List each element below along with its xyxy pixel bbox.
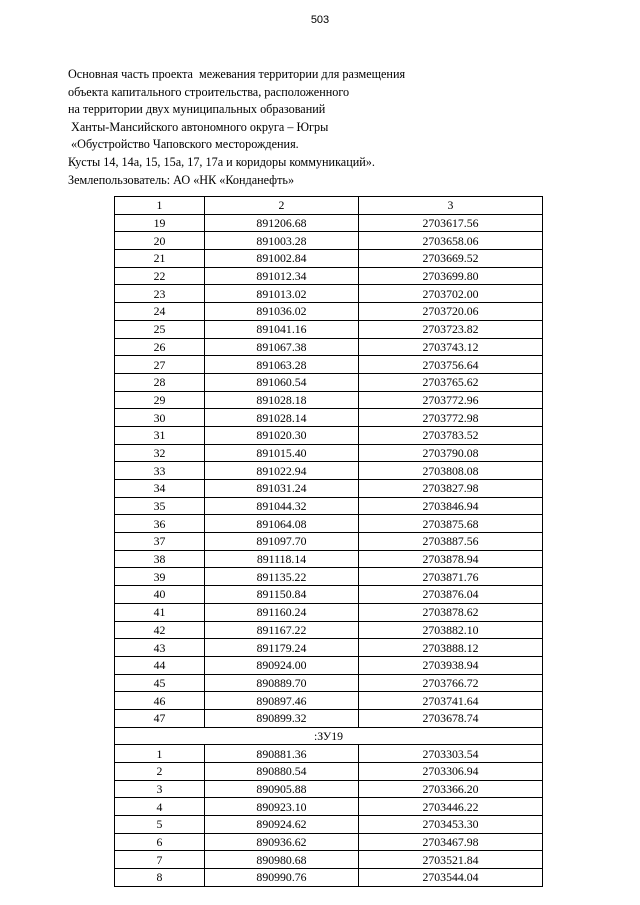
column-header: 3 — [359, 197, 543, 215]
x-coordinate-cell: 891041.16 — [205, 320, 359, 338]
y-coordinate-cell: 2703808.08 — [359, 462, 543, 480]
x-coordinate-cell: 891028.18 — [205, 391, 359, 409]
table-row — [115, 409, 543, 427]
section-title: :ЗУ19 — [115, 727, 543, 745]
y-coordinate-cell: 2703741.64 — [359, 692, 543, 710]
document-header — [68, 66, 568, 189]
y-coordinate-cell: 2703678.74 — [359, 709, 543, 727]
y-coordinate-cell: 2703617.56 — [359, 214, 543, 232]
x-coordinate-cell: 891064.08 — [205, 515, 359, 533]
point-number-cell: 27 — [115, 356, 205, 374]
table-row — [115, 391, 543, 409]
point-number-cell: 20 — [115, 232, 205, 250]
header-line: на территории двух муниципальных образований — [68, 102, 326, 117]
x-coordinate-cell: 890924.62 — [205, 816, 359, 834]
section-title-row — [115, 727, 543, 745]
point-number-cell: 2 — [115, 763, 205, 781]
table-row — [115, 267, 543, 285]
x-coordinate-cell: 890897.46 — [205, 692, 359, 710]
point-number-cell: 30 — [115, 409, 205, 427]
point-number-cell: 46 — [115, 692, 205, 710]
y-coordinate-cell: 2703467.98 — [359, 833, 543, 851]
x-coordinate-cell: 891067.38 — [205, 338, 359, 356]
table-row — [115, 745, 543, 763]
y-coordinate-cell: 2703783.52 — [359, 426, 543, 444]
x-coordinate-cell: 891020.30 — [205, 426, 359, 444]
page-number: 503 — [310, 14, 330, 26]
y-coordinate-cell: 2703521.84 — [359, 851, 543, 869]
x-coordinate-cell: 890880.54 — [205, 763, 359, 781]
y-coordinate-cell: 2703453.30 — [359, 816, 543, 834]
x-coordinate-cell: 891003.28 — [205, 232, 359, 250]
header-line: Ханты-Мансийского автономного округа – Югры — [68, 119, 329, 134]
x-coordinate-cell: 890924.00 — [205, 656, 359, 674]
table-row — [115, 550, 543, 568]
point-number-cell: 29 — [115, 391, 205, 409]
y-coordinate-cell: 2703366.20 — [359, 780, 543, 798]
point-number-cell: 4 — [115, 798, 205, 816]
x-coordinate-cell: 890905.88 — [205, 780, 359, 798]
table-row — [115, 869, 543, 887]
point-number-cell: 44 — [115, 656, 205, 674]
point-number-cell: 7 — [115, 851, 205, 869]
table-header-row — [115, 197, 543, 215]
point-number-cell: 6 — [115, 833, 205, 851]
column-header: 1 — [115, 197, 205, 215]
x-coordinate-cell: 891013.02 — [205, 285, 359, 303]
point-number-cell: 37 — [115, 533, 205, 551]
point-number-cell: 34 — [115, 480, 205, 498]
y-coordinate-cell: 2703699.80 — [359, 267, 543, 285]
table-row — [115, 462, 543, 480]
y-coordinate-cell: 2703658.06 — [359, 232, 543, 250]
point-number-cell: 36 — [115, 515, 205, 533]
x-coordinate-cell: 891063.28 — [205, 356, 359, 374]
table-row — [115, 674, 543, 692]
y-coordinate-cell: 2703306.94 — [359, 763, 543, 781]
x-coordinate-cell: 891036.02 — [205, 303, 359, 321]
coordinates-table-body — [115, 197, 543, 887]
point-number-cell: 21 — [115, 250, 205, 268]
x-coordinate-cell: 890923.10 — [205, 798, 359, 816]
point-number-cell: 5 — [115, 816, 205, 834]
y-coordinate-cell: 2703878.94 — [359, 550, 543, 568]
point-number-cell: 3 — [115, 780, 205, 798]
y-coordinate-cell: 2703446.22 — [359, 798, 543, 816]
point-number-cell: 22 — [115, 267, 205, 285]
y-coordinate-cell: 2703878.62 — [359, 603, 543, 621]
x-coordinate-cell: 891022.94 — [205, 462, 359, 480]
table-row — [115, 515, 543, 533]
table-row — [115, 303, 543, 321]
table-row — [115, 444, 543, 462]
point-number-cell: 32 — [115, 444, 205, 462]
y-coordinate-cell: 2703303.54 — [359, 745, 543, 763]
y-coordinate-cell: 2703876.04 — [359, 586, 543, 604]
table-row — [115, 533, 543, 551]
table-row — [115, 833, 543, 851]
point-number-cell: 19 — [115, 214, 205, 232]
table-row — [115, 480, 543, 498]
point-number-cell: 8 — [115, 869, 205, 887]
y-coordinate-cell: 2703888.12 — [359, 639, 543, 657]
point-number-cell: 45 — [115, 674, 205, 692]
x-coordinate-cell: 890889.70 — [205, 674, 359, 692]
point-number-cell: 1 — [115, 745, 205, 763]
x-coordinate-cell: 890980.68 — [205, 851, 359, 869]
y-coordinate-cell: 2703743.12 — [359, 338, 543, 356]
table-row — [115, 851, 543, 869]
x-coordinate-cell: 890899.32 — [205, 709, 359, 727]
header-line: Кусты 14, 14а, 15, 15а, 17, 17а и коридоры коммуникаций». — [68, 154, 375, 169]
table-row — [115, 763, 543, 781]
y-coordinate-cell: 2703723.82 — [359, 320, 543, 338]
point-number-cell: 35 — [115, 497, 205, 515]
y-coordinate-cell: 2703871.76 — [359, 568, 543, 586]
y-coordinate-cell: 2703790.08 — [359, 444, 543, 462]
x-coordinate-cell: 891028.14 — [205, 409, 359, 427]
x-coordinate-cell: 890990.76 — [205, 869, 359, 887]
y-coordinate-cell: 2703669.52 — [359, 250, 543, 268]
header-line: Землепользователь: АО «НК «Конданефть» — [68, 172, 295, 187]
point-number-cell: 41 — [115, 603, 205, 621]
y-coordinate-cell: 2703544.04 — [359, 869, 543, 887]
y-coordinate-cell: 2703765.62 — [359, 373, 543, 391]
point-number-cell: 26 — [115, 338, 205, 356]
table-row — [115, 586, 543, 604]
x-coordinate-cell: 891044.32 — [205, 497, 359, 515]
x-coordinate-cell: 891150.84 — [205, 586, 359, 604]
table-row — [115, 621, 543, 639]
x-coordinate-cell: 891167.22 — [205, 621, 359, 639]
table-row — [115, 656, 543, 674]
point-number-cell: 24 — [115, 303, 205, 321]
y-coordinate-cell: 2703887.56 — [359, 533, 543, 551]
x-coordinate-cell: 891135.22 — [205, 568, 359, 586]
table-row — [115, 568, 543, 586]
table-row — [115, 285, 543, 303]
x-coordinate-cell: 891179.24 — [205, 639, 359, 657]
y-coordinate-cell: 2703702.00 — [359, 285, 543, 303]
x-coordinate-cell: 890881.36 — [205, 745, 359, 763]
table-row — [115, 338, 543, 356]
x-coordinate-cell: 891206.68 — [205, 214, 359, 232]
point-number-cell: 25 — [115, 320, 205, 338]
y-coordinate-cell: 2703827.98 — [359, 480, 543, 498]
x-coordinate-cell: 891118.14 — [205, 550, 359, 568]
table-row — [115, 497, 543, 515]
x-coordinate-cell: 891031.24 — [205, 480, 359, 498]
table-row — [115, 214, 543, 232]
table-row — [115, 780, 543, 798]
table-row — [115, 320, 543, 338]
table-row — [115, 356, 543, 374]
table-row — [115, 816, 543, 834]
point-number-cell: 39 — [115, 568, 205, 586]
header-line: «Обустройство Чаповского месторождения. — [68, 137, 299, 152]
table-row — [115, 232, 543, 250]
point-number-cell: 43 — [115, 639, 205, 657]
y-coordinate-cell: 2703766.72 — [359, 674, 543, 692]
x-coordinate-cell: 891012.34 — [205, 267, 359, 285]
x-coordinate-cell: 890936.62 — [205, 833, 359, 851]
table-row — [115, 426, 543, 444]
table-row — [115, 692, 543, 710]
point-number-cell: 40 — [115, 586, 205, 604]
table-row — [115, 603, 543, 621]
header-line: объекта капитального строительства, расположенного — [68, 84, 350, 99]
y-coordinate-cell: 2703846.94 — [359, 497, 543, 515]
table-row — [115, 709, 543, 727]
x-coordinate-cell: 891097.70 — [205, 533, 359, 551]
table-row — [115, 373, 543, 391]
y-coordinate-cell: 2703772.98 — [359, 409, 543, 427]
y-coordinate-cell: 2703756.64 — [359, 356, 543, 374]
x-coordinate-cell: 891060.54 — [205, 373, 359, 391]
point-number-cell: 28 — [115, 373, 205, 391]
x-coordinate-cell: 891160.24 — [205, 603, 359, 621]
table-row — [115, 250, 543, 268]
x-coordinate-cell: 891002.84 — [205, 250, 359, 268]
y-coordinate-cell: 2703938.94 — [359, 656, 543, 674]
point-number-cell: 38 — [115, 550, 205, 568]
point-number-cell: 33 — [115, 462, 205, 480]
column-header: 2 — [205, 197, 359, 215]
table-row — [115, 639, 543, 657]
coordinates-table — [114, 196, 543, 887]
y-coordinate-cell: 2703772.96 — [359, 391, 543, 409]
point-number-cell: 47 — [115, 709, 205, 727]
header-line: Основная часть проекта межевания территории для размещения — [68, 67, 406, 81]
x-coordinate-cell: 891015.40 — [205, 444, 359, 462]
point-number-cell: 23 — [115, 285, 205, 303]
y-coordinate-cell: 2703875.68 — [359, 515, 543, 533]
y-coordinate-cell: 2703882.10 — [359, 621, 543, 639]
point-number-cell: 42 — [115, 621, 205, 639]
y-coordinate-cell: 2703720.06 — [359, 303, 543, 321]
point-number-cell: 31 — [115, 426, 205, 444]
table-row — [115, 798, 543, 816]
